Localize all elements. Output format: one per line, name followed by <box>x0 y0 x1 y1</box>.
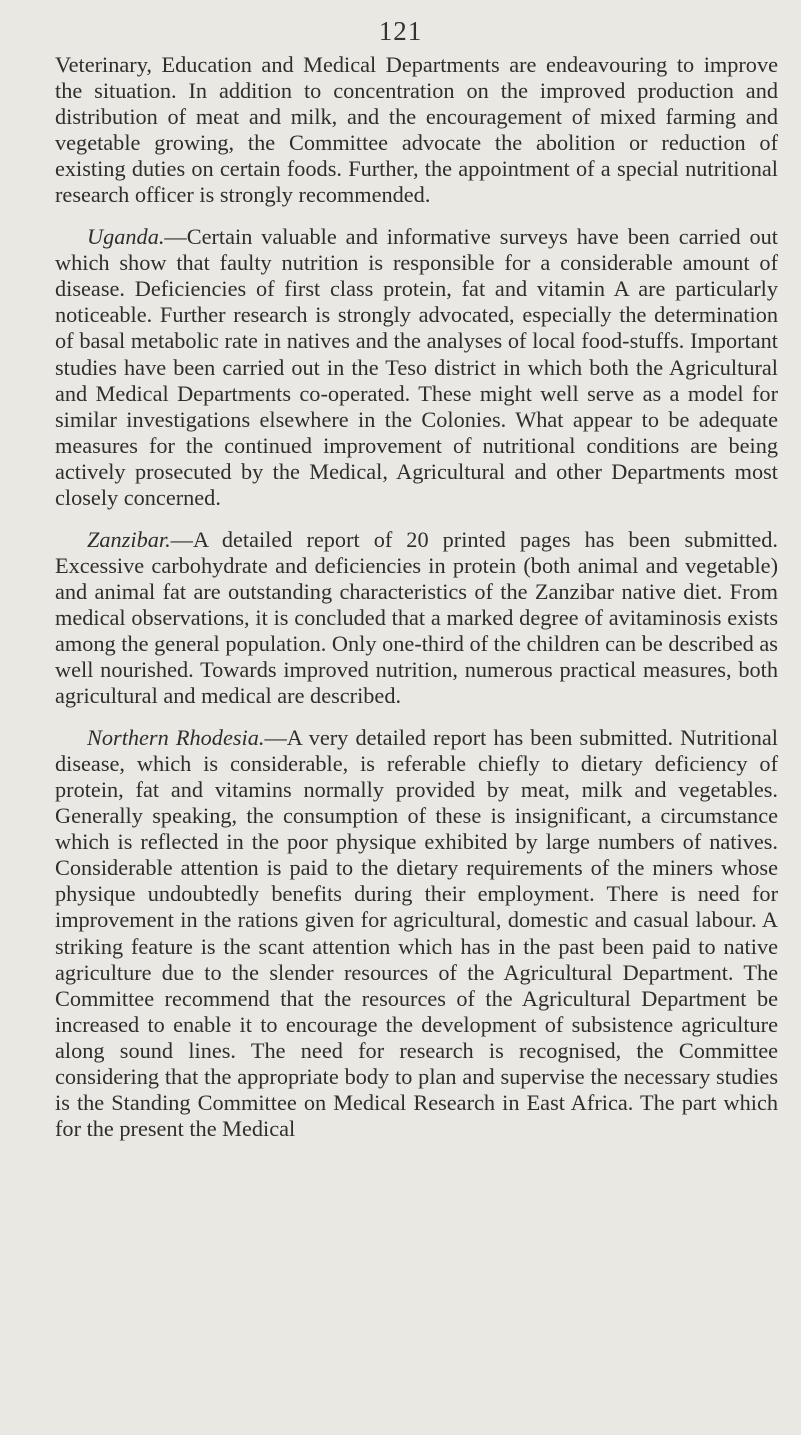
paragraph-continuation <box>55 52 778 208</box>
paragraph-uganda <box>55 224 778 511</box>
paragraph-heading: Northern Rhodesia. <box>87 725 265 751</box>
paragraph-text: —Certain valuable and informative surveys have been carried out which show that faulty nutrition is responsible for a considerable amount of disease. Deficiencies of first class protein, fat and vitamin A are particularly noticeable. Further research is strongly advocated, especially the determination of basal metabolic rate in natives and the analyses of local food-stuffs. Important studies have been carried out in the Teso district in which both the Agricultural and Medical Departments co-operated. These might well serve as a model for similar investigations elsewhere in the Colonies. What appear to be adequate measures for the continued improvement of nutritional conditions are being actively prosecuted by the Medical, Agricultural and other Departments most closely concerned. <box>55 224 778 510</box>
paragraph-heading: Uganda. <box>87 224 165 250</box>
paragraph-text: Veterinary, Education and Medical Departments are endeavouring to improve the situation. In addition to concentration on the improved production and distribution of meat and milk, and the encouragement of mixed farming and vegetable growing, the Committee advocate the abolition or reduction of existing duties on certain foods. Further, the appointment of a special nutritional research officer is strongly recommended. <box>55 52 778 208</box>
paragraph-text: —A very detailed report has been submitted. Nutritional disease, which is considerable, is referable chiefly to dietary deficiency of protein, fat and vitamins normally provided by meat, milk and vegetables. Generally speaking, the consumption of these is insignificant, a circumstance which is reflected in the poor physique exhibited by large numbers of natives. Considerable attention is paid to the dietary requirements of the miners whose physique undoubtedly benefits during their employment. There is need for improvement in the rations given for agricultural, domestic and casual labour. A striking feature is the scant attention which has in the past been paid to native agriculture due to the slender resources of the Agricultural Department. The Committee recommend that the resources of the Agricultural Department be increased to enable it to encourage the development of subsistence agriculture along sound lines. The need for research is recognised, the Committee considering that the appropriate body to plan and supervise the necessary studies is the Standing Committee on Medical Research in East Africa. The part which for the present the Medical <box>55 725 778 1141</box>
paragraph-heading: Zanzibar. <box>87 526 171 552</box>
paragraph-zanzibar <box>55 527 778 709</box>
page-number: 121 <box>378 16 423 46</box>
paragraph-northern-rhodesia <box>55 725 778 1142</box>
body-text <box>55 52 778 1158</box>
paragraph-text: —A detailed report of 20 printed pages has been submitted. Excessive carbohydrate and deficiencies in protein (both animal and vegetable) and animal fat are outstanding characteristics of the Zanzibar native diet. From medical observations, it is concluded that a marked degree of avitaminosis exists among the general population. Only one-third of the children can be described as well nourished. Towards improved nutrition, numerous practical measures, both agricultural and medical are described. <box>55 526 778 709</box>
